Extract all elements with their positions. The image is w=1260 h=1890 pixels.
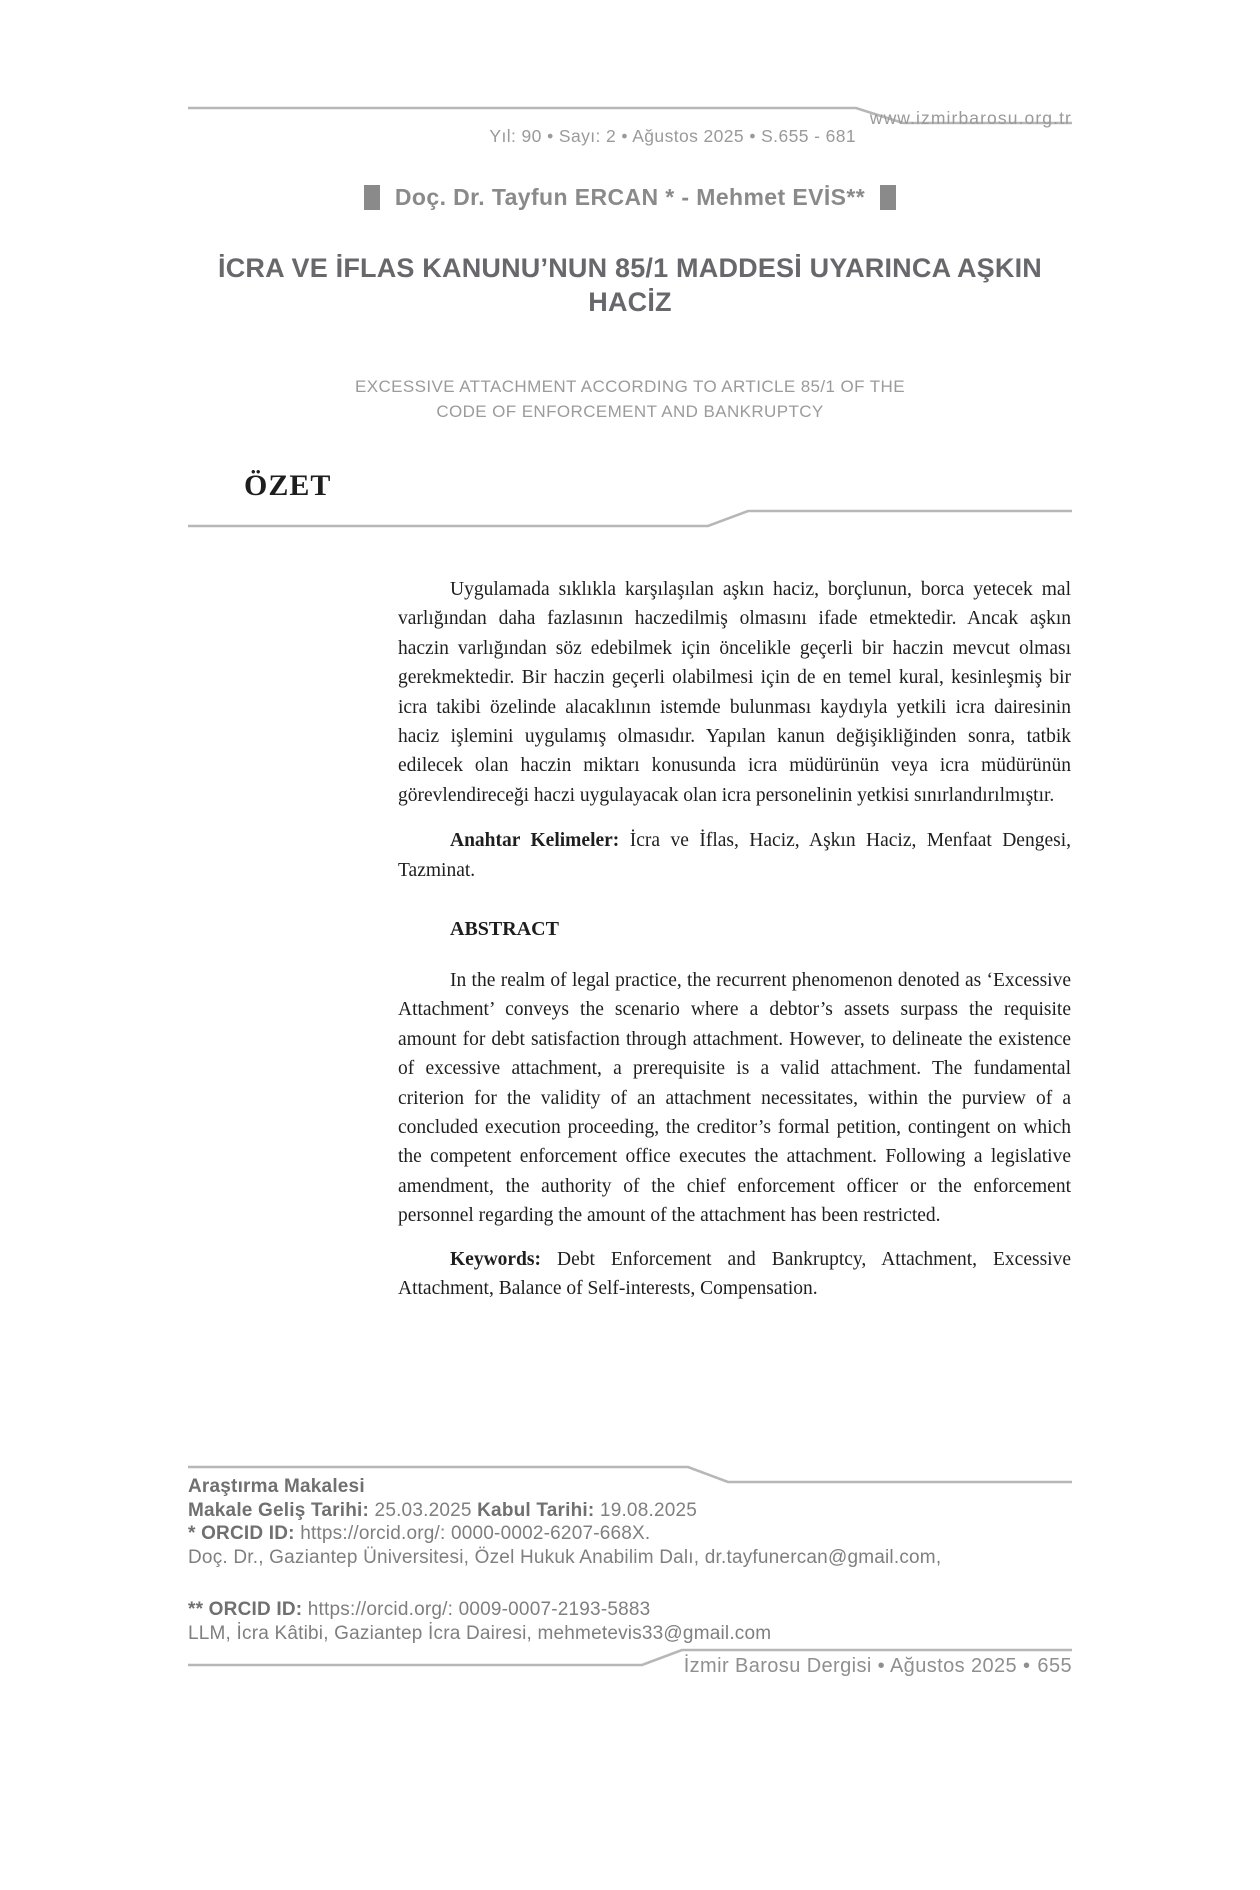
authors-row: [188, 184, 1072, 211]
affiliation1-line: Doç. Dr., Gaziantep Üniversitesi, Özel Hukuk Anabilim Dalı, dr.tayfunercan@gmail.com,: [188, 1546, 942, 1568]
keywords-en: [398, 1245, 1071, 1304]
subtitle-line-1: EXCESSIVE ATTACHMENT ACCORDING TO ARTICLE 85/1 OF THE: [355, 377, 905, 396]
article-title: İCRA VE İFLAS KANUNU’NUN 85/1 MADDESİ UYARINCA AŞKIN HACİZ: [218, 253, 1042, 317]
footnote-block: [188, 1452, 1072, 1678]
accepted-date: 19.08.2025: [599, 1499, 698, 1521]
orcid1-label: * ORCID ID:: [188, 1523, 295, 1544]
dates-line: [188, 1499, 1072, 1523]
keywords-tr-label: Anahtar Kelimeler:: [450, 830, 620, 852]
journal-footer-name: İzmir Barosu Dergisi • Ağustos 2025 •: [683, 1655, 1031, 1677]
received-label: Makale Geliş Tarihi:: [188, 1499, 370, 1521]
article-body: [398, 575, 1071, 1304]
square-bullet-icon: [880, 185, 896, 210]
orcid1-value: https://orcid.org/: 0000-0002-6207-668X.: [300, 1523, 651, 1544]
accepted-label: Kabul Tarihi:: [477, 1499, 595, 1521]
affiliation2-line: LLM, İcra Kâtibi, Gaziantep İcra Dairesi, mehmetevis33@gmail.com: [188, 1622, 772, 1644]
authors-names: Doç. Dr. Tayfun ERCAN * - Mehmet EVİS**: [394, 184, 866, 210]
page-header: [188, 106, 1072, 158]
footnote-gap: [188, 1569, 1072, 1598]
ozet-step-rule: [188, 509, 1072, 529]
journal-website: www.izmirbarosu.org.tr: [869, 108, 1072, 128]
keywords-tr-list: İcra ve İflas, Haciz, Aşkın Haciz, Menfaat Dengesi, Tazminat.: [398, 830, 1071, 881]
square-bullet-icon: [364, 185, 380, 210]
footnote-lines: [188, 1475, 1072, 1645]
page-content: [188, 0, 1072, 1303]
abstract-heading: ABSTRACT: [450, 917, 559, 940]
abstract-paragraph: In the realm of legal practice, the recurrent phenomenon denoted as ‘Excessive Attachment’ conveys the scenario where a debtor’s assets surpass the requisite amount for debt satisfaction through attachment. However, to delineate the existence of excessive attachment, a prerequisite is a valid attachment. The fundamental criterion for the validity of an attachment necessitates, within the purview of a concluded execution proceeding, the creditor’s formal petition, contingent on which the competent enforcement office executes the attachment. Following a legislative amendment, the authority of the chief enforcement officer or the enforcement personnel regarding the amount of the attachment has been restricted.: [398, 969, 1071, 1227]
orcid2-line: [188, 1598, 1072, 1622]
keywords-en-list: Debt Enforcement and Bankruptcy, Attachment, Excessive Attachment, Balance of Self-interests, Compensation.: [398, 1248, 1071, 1300]
ozet-heading: ÖZET: [244, 469, 332, 502]
ozet-paragraph: Uygulamada sıklıkla karşılaşılan aşkın haciz, borçlunun, borca yetecek mal varlığından daha fazlasının haczedilmiş olmasını ifade etmektedir. Ancak aşkın haczin varlığından söz edebilmek için öncelikle geçerli bir haczin mevcut olması gerekmektedir. Bir haczin geçerli olabilmesi için de en temel kural, kesinleşmiş bir icra takibi özelinde alacaklının istemde bulunması kaydıyla yetkili icra dairesinin haciz işlemini uygulamış olmasıdır. Yapılan kanun değişikliğinden sonra, tatbik edilecek olan haczin miktarı konusunda icra müdürünün veya icra müdürünün görevlendireceği haczi uygulayacak olan icra personelinin yetkisi sınırlandırılmıştır.: [398, 578, 1071, 806]
page-number: 655: [1037, 1655, 1072, 1677]
received-date: 25.03.2025: [374, 1499, 472, 1521]
orcid2-label: ** ORCID ID:: [188, 1599, 303, 1620]
keywords-en-label: Keywords:: [450, 1248, 541, 1270]
issue-info: Yıl: 90 • Sayı: 2 • Ağustos 2025 • S.655 - 681: [489, 126, 856, 146]
article-type: Araştırma Makalesi: [188, 1476, 365, 1497]
article-subtitle: [188, 375, 1072, 424]
orcid1-line: [188, 1522, 1072, 1546]
orcid2-value: https://orcid.org/: 0009-0007-2193-5883: [307, 1599, 651, 1620]
keywords-tr: [398, 826, 1071, 885]
subtitle-line-2: CODE OF ENFORCEMENT AND BANKRUPTCY: [436, 401, 824, 421]
